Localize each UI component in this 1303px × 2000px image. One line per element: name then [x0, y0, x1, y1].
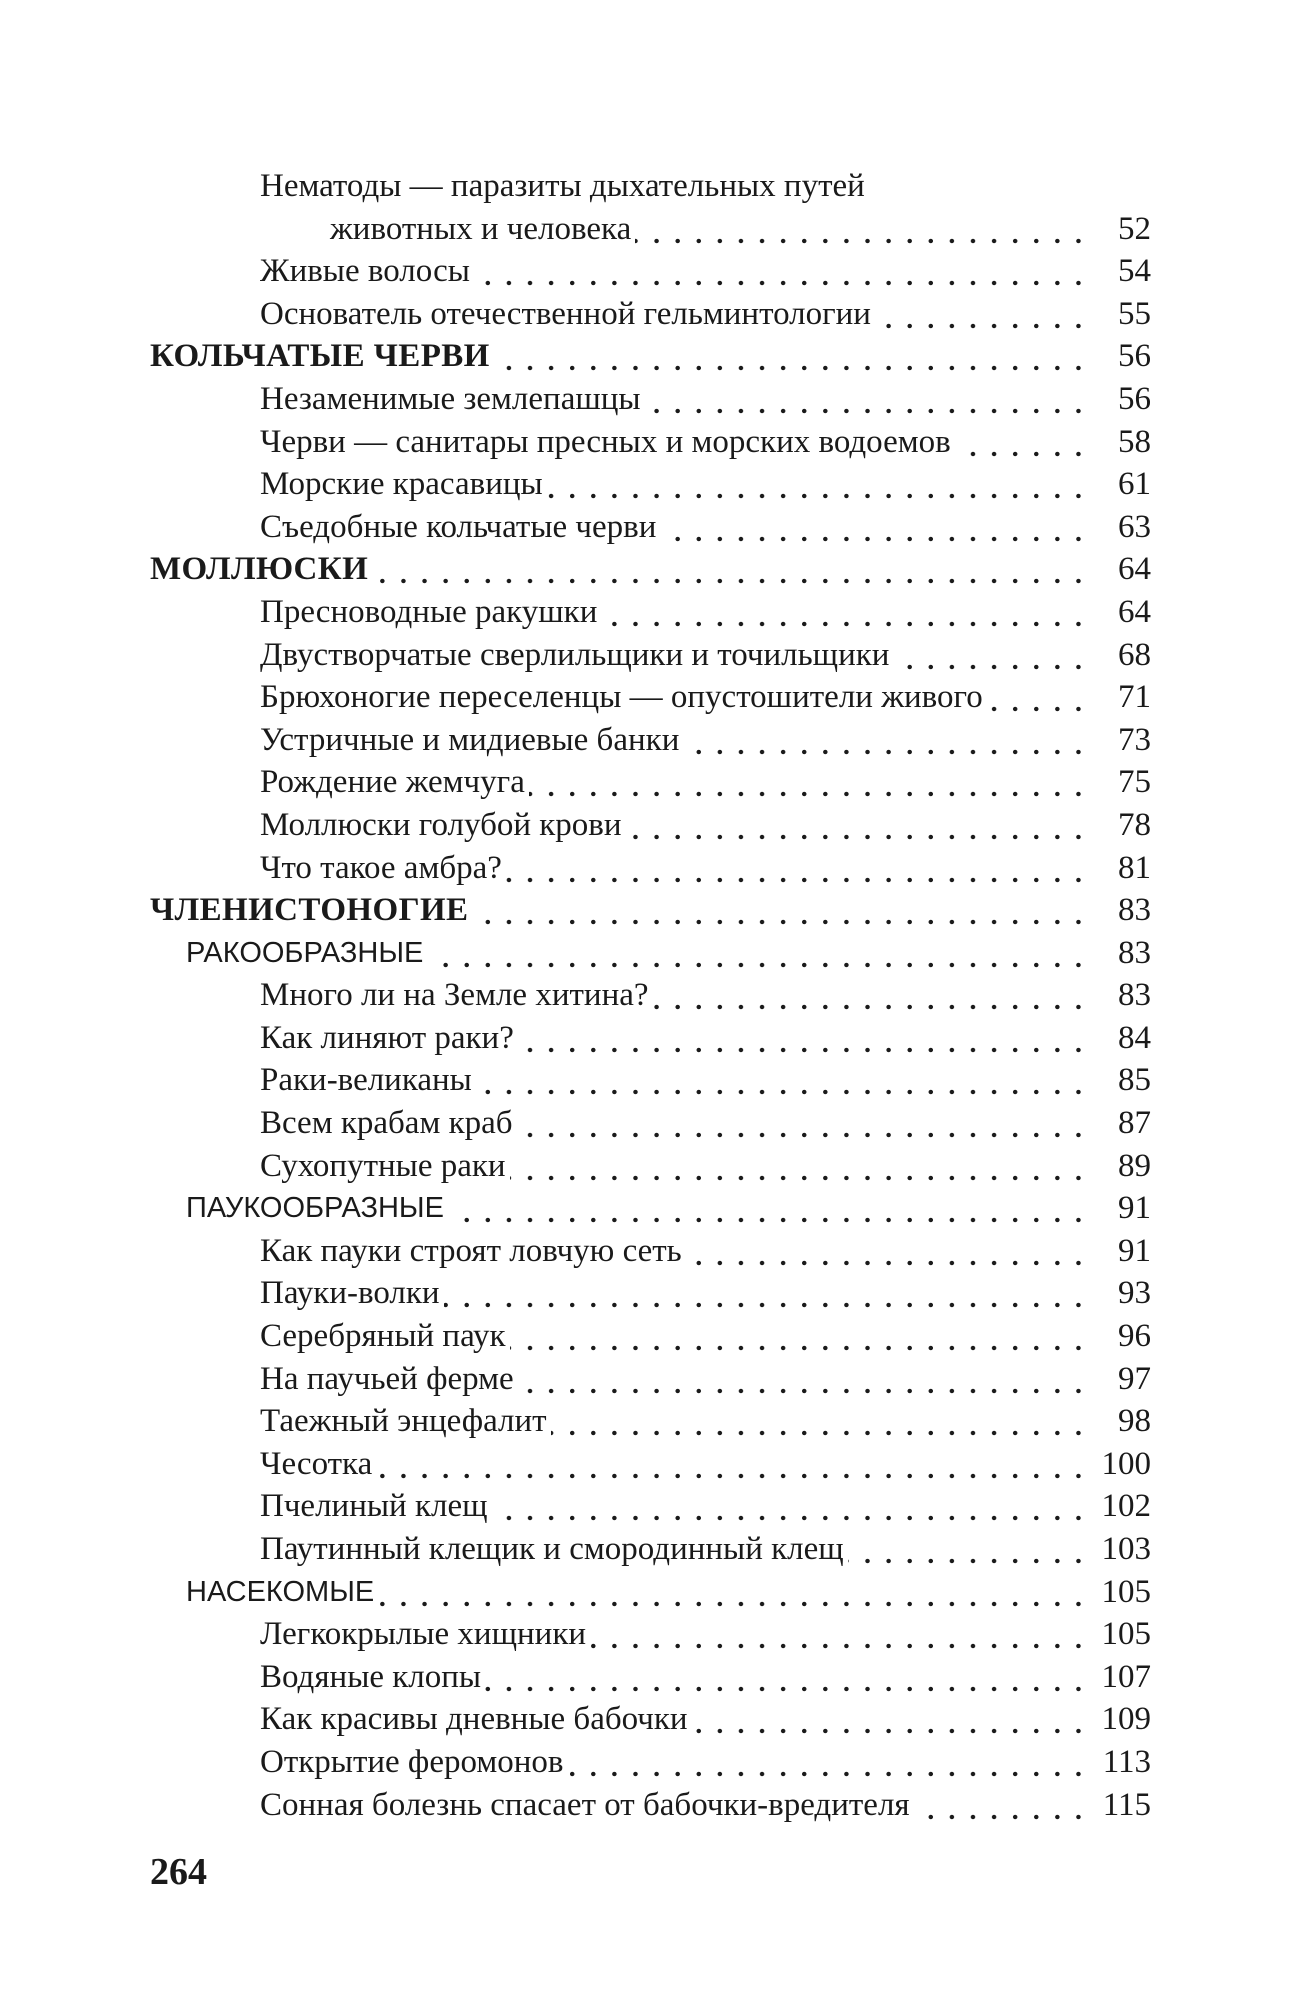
toc-entry [150, 591, 1151, 634]
toc-title: Пресноводные ракушки [260, 593, 598, 630]
toc-entry [150, 761, 1151, 804]
toc-entry [150, 421, 1151, 464]
dot-leader [653, 974, 1089, 1017]
toc-page-number: 100 [1101, 1445, 1151, 1482]
toc-title: Незаменимые землепашцы [260, 380, 641, 417]
toc-page-number: 56 [1118, 380, 1151, 417]
toc-entry [150, 208, 1151, 251]
toc-page-number: 68 [1118, 636, 1151, 673]
toc-entry [150, 1230, 1151, 1273]
dot-leader [848, 1528, 1089, 1571]
dot-leader [626, 804, 1089, 847]
toc-title: ПАУКООБРАЗНЫЕ [186, 1192, 444, 1225]
toc-title: Много ли на Земле хитина? [260, 977, 649, 1014]
toc-page-number: 107 [1101, 1658, 1151, 1695]
toc-entry [150, 1784, 1151, 1827]
toc-title: НАСЕКОМЫЕ [186, 1575, 375, 1608]
dot-leader [517, 1102, 1089, 1145]
toc-title: Как линяют раки? [260, 1019, 514, 1056]
dot-leader [660, 506, 1089, 549]
toc-title: Черви — санитары пресных и морских водоемов [260, 423, 951, 460]
toc-entry [150, 506, 1151, 549]
toc-page-number: 83 [1118, 977, 1151, 1014]
dot-leader [518, 1358, 1089, 1401]
toc-page-number: 89 [1118, 1147, 1151, 1184]
toc-title: Всем крабам краб [260, 1105, 513, 1142]
toc-page-number: 78 [1118, 806, 1151, 843]
toc-entry [150, 1145, 1151, 1188]
toc-title: Съедобные кольчатые черви [260, 508, 657, 545]
dot-leader [376, 1443, 1089, 1486]
toc-title: КОЛЬЧАТЫЕ ЧЕРВИ [150, 338, 490, 375]
toc-page-number: 105 [1101, 1616, 1151, 1653]
toc-entry [150, 293, 1151, 336]
dot-leader [529, 761, 1089, 804]
dot-leader [683, 719, 1089, 762]
toc-title: Сухопутные раки [260, 1147, 506, 1184]
dot-leader [692, 1698, 1089, 1741]
toc-entry [150, 804, 1151, 847]
toc-entry [150, 1400, 1151, 1443]
toc-page-number: 103 [1101, 1531, 1151, 1567]
toc-page-number: 63 [1118, 508, 1151, 545]
dot-leader [474, 250, 1089, 293]
toc-page-number: 52 [1118, 210, 1151, 247]
toc-page-number: 87 [1118, 1105, 1151, 1142]
toc-title: Брюхоногие переселенцы — опустошители живого [260, 679, 983, 716]
toc-page-number: 98 [1118, 1403, 1151, 1440]
toc-entry [150, 847, 1151, 890]
toc-entry [150, 1443, 1151, 1486]
toc-page-number: 83 [1118, 934, 1151, 971]
dot-leader [955, 421, 1089, 464]
toc-title: Как красивы дневные бабочки [260, 1701, 688, 1738]
dot-leader [448, 1187, 1089, 1230]
toc-page-number: 105 [1101, 1573, 1151, 1610]
toc-title: Чесотка [260, 1445, 373, 1482]
toc-page-number: 64 [1118, 593, 1151, 630]
dot-leader [372, 548, 1089, 591]
dot-leader [601, 591, 1089, 634]
toc-title: Двустворчатые сверлильщики и точильщики [260, 636, 890, 673]
toc-page-number: 115 [1102, 1786, 1151, 1823]
toc-title: Морские красавицы [260, 466, 543, 503]
toc-entry [150, 974, 1151, 1017]
toc-entry [150, 1315, 1151, 1358]
toc-entry [150, 634, 1151, 677]
dot-leader [494, 335, 1089, 378]
toc-title: животных и человека [330, 210, 632, 247]
dot-leader [551, 1400, 1089, 1443]
toc-page-number: 96 [1118, 1318, 1151, 1355]
toc-page-number: 97 [1118, 1360, 1151, 1397]
table-of-contents [150, 165, 1151, 1826]
toc-entry [150, 1698, 1151, 1741]
dot-leader [567, 1741, 1089, 1784]
toc-entry [150, 1741, 1151, 1784]
toc-title: Что такое амбра? [260, 849, 502, 886]
toc-section [150, 335, 1151, 378]
toc-entry [150, 676, 1151, 719]
dot-leader [492, 1485, 1089, 1528]
toc-page-number: 81 [1118, 849, 1151, 886]
toc-entry [150, 378, 1151, 421]
toc-entry [150, 1102, 1151, 1145]
toc-page-number: 61 [1118, 466, 1151, 503]
toc-entry [150, 1528, 1151, 1571]
toc-page-number: 93 [1118, 1275, 1151, 1312]
dot-leader [645, 378, 1089, 421]
toc-subsection [150, 932, 1151, 975]
toc-entry [150, 1358, 1151, 1401]
toc-title: На паучьей ферме [260, 1360, 514, 1397]
dot-leader [472, 889, 1089, 932]
toc-entry [150, 250, 1151, 293]
toc-entry [150, 1272, 1151, 1315]
toc-title: РАКООБРАЗНЫЕ [186, 936, 424, 969]
dot-leader [485, 1656, 1089, 1699]
toc-title: Пчелиный клещ [260, 1488, 488, 1525]
toc-page-number: 71 [1118, 679, 1151, 716]
toc-title: Живые волосы [260, 253, 470, 290]
toc-entry [150, 1613, 1151, 1656]
toc-title: Таежный энцефалит [260, 1403, 547, 1440]
toc-title: Пауки-волки [260, 1275, 440, 1312]
toc-title: Основатель отечественной гельминтологии [260, 295, 871, 332]
toc-page-number: 58 [1118, 423, 1151, 460]
toc-entry [150, 719, 1151, 762]
dot-leader [510, 1145, 1089, 1188]
dot-leader [518, 1017, 1089, 1060]
toc-entry [150, 1017, 1151, 1060]
toc-title: Паутинный клещик и смородинный клещ [260, 1531, 844, 1567]
dot-leader [444, 1272, 1089, 1315]
toc-page-number: 64 [1118, 551, 1151, 588]
toc-page-number: 54 [1118, 253, 1151, 290]
toc-page-number: 83 [1118, 892, 1151, 929]
toc-page-number: 55 [1118, 295, 1151, 332]
toc-page-number: 56 [1118, 338, 1151, 375]
toc-entry [150, 1656, 1151, 1699]
toc-title: ЧЛЕНИСТОНОГИЕ [150, 892, 469, 929]
toc-page-number: 91 [1118, 1190, 1151, 1227]
dot-leader [506, 847, 1089, 890]
page-number: 264 [150, 1851, 207, 1893]
toc-title: Как пауки строят ловчую сеть [260, 1232, 682, 1269]
toc-title: Серебряный паук [260, 1318, 506, 1355]
toc-page-number: 84 [1118, 1019, 1151, 1056]
toc-page-number: 113 [1102, 1743, 1151, 1780]
toc-entry [150, 1059, 1151, 1102]
toc-subsection [150, 1187, 1151, 1230]
toc-title: Легкокрылые хищники [260, 1616, 587, 1653]
toc-title: Водяные клопы [260, 1658, 482, 1695]
dot-leader [547, 463, 1089, 506]
toc-section [150, 889, 1151, 932]
toc-entry [150, 1485, 1151, 1528]
toc-section [150, 548, 1151, 591]
toc-page-number: 73 [1118, 721, 1151, 758]
toc-title: МОЛЛЮСКИ [150, 551, 369, 588]
toc-entry [150, 463, 1151, 506]
toc-title: Нематоды — паразиты дыхательных путей [260, 168, 865, 204]
dot-leader [875, 293, 1089, 336]
toc-subsection [150, 1571, 1151, 1614]
toc-entry [150, 165, 1151, 208]
toc-page-number: 85 [1118, 1062, 1151, 1099]
toc-page-number: 102 [1101, 1488, 1151, 1525]
toc-title: Сонная болезнь спасает от бабочки-вредителя [260, 1786, 910, 1823]
dot-leader [590, 1613, 1089, 1656]
toc-title: Открытие феромонов [260, 1743, 564, 1780]
dot-leader [914, 1784, 1089, 1827]
toc-title: Устричные и мидиевые банки [260, 721, 680, 758]
dot-leader [378, 1571, 1089, 1614]
toc-page-number: 91 [1118, 1232, 1151, 1269]
dot-leader [476, 1059, 1089, 1102]
toc-page-number: 75 [1118, 764, 1151, 801]
dot-leader [427, 932, 1089, 975]
toc-title: Рождение жемчуга [260, 764, 525, 801]
toc-title: Раки-великаны [260, 1062, 472, 1099]
dot-leader [686, 1230, 1089, 1273]
dot-leader [893, 634, 1089, 677]
dot-leader [510, 1315, 1089, 1358]
toc-title: Моллюски голубой крови [260, 806, 622, 843]
dot-leader [987, 676, 1089, 719]
dot-leader [635, 208, 1089, 251]
toc-page-number: 109 [1101, 1701, 1151, 1738]
